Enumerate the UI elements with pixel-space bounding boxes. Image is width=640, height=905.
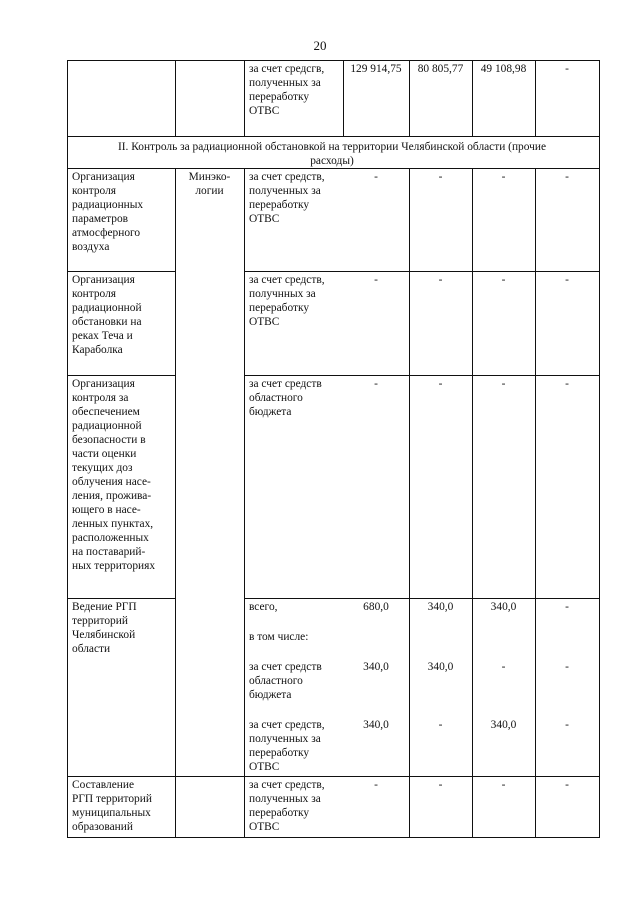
value-cell: - (565, 378, 569, 390)
table-border-bottom (67, 837, 600, 838)
value-cell: - (565, 63, 569, 75)
value-cell: 340,0 (363, 661, 389, 673)
budget-table (67, 60, 600, 838)
value-cell: - (438, 779, 443, 791)
value-cell: 340,0 (490, 601, 517, 613)
source-cell: за счет средств областного бюджета (249, 661, 322, 701)
source-cell: за счет средств областного бюджета (249, 378, 322, 418)
value-cell: - (501, 779, 506, 791)
value-cell: - (501, 274, 506, 286)
col-line (535, 168, 536, 838)
source-cell: за счет средств, получнных за переработку ОТВС (249, 274, 325, 328)
value-cell: - (438, 274, 443, 286)
value-cell: - (374, 171, 378, 183)
source-cell: за счет средств, полученных за переработку ОТВС (249, 171, 325, 225)
value-cell: - (438, 719, 443, 731)
value-cell: - (565, 171, 569, 183)
value-cell: 340,0 (490, 719, 517, 731)
value-cell: - (565, 601, 569, 613)
section-heading: II. Контроль за радиационной обстановкой на территории Челябинской области (прочие расходы) (117, 141, 547, 167)
source-cell: всего, (249, 601, 278, 613)
activity-name: Организация контроля радиационной обстановки на реках Теча и Караболка (72, 274, 142, 356)
value-cell: - (374, 378, 378, 390)
activity-name: Составление РГП территорий муниципальных образований (72, 779, 152, 833)
value-cell: - (565, 779, 569, 791)
table-border-right (599, 60, 600, 838)
row-line (67, 136, 600, 137)
value-cell: 49 108,98 (480, 63, 527, 75)
col-line (175, 168, 176, 838)
value-cell: - (565, 661, 569, 673)
activity-name: Организация контроля радиационных параметров атмосферного воздуха (72, 171, 144, 253)
value-cell: 340,0 (363, 719, 389, 731)
value-cell: 129 914,75 (350, 63, 402, 75)
source-cell: в том числе: (249, 631, 309, 643)
source-cell: за счет средств, полученных за переработку ОТВС (249, 719, 325, 773)
executor-cell: Минэко- логии (188, 171, 231, 197)
value-cell: - (565, 719, 569, 731)
value-cell: - (501, 171, 506, 183)
activity-name: Ведение РГП территорий Челябинской области (72, 601, 137, 655)
value-cell: - (438, 171, 443, 183)
value-cell: - (565, 274, 569, 286)
value-cell: - (501, 378, 506, 390)
col-line (175, 60, 176, 136)
value-cell: - (438, 378, 443, 390)
activity-name: Организация контроля за обеспечением радиационной безопасности в части оценки текущих доз облучения насе- ления, прожива- ющего в насе- ленных пунктах, расположенных на поставарий- ных территориях (72, 378, 156, 572)
page-number: 20 (313, 38, 327, 53)
col-line (409, 168, 410, 838)
value-cell: 340,0 (427, 661, 454, 673)
value-cell: - (374, 274, 378, 286)
value-cell: 340,0 (427, 601, 454, 613)
value-cell: 80 805,77 (417, 63, 464, 75)
value-cell: 680,0 (363, 601, 389, 613)
value-cell: - (501, 661, 506, 673)
value-cell: - (374, 779, 378, 791)
source-cell: за счет средсгв, полученных за переработку ОТВС (249, 63, 325, 117)
col-line (472, 168, 473, 838)
source-cell: за счет средств, полученных за переработку ОТВС (249, 779, 325, 833)
